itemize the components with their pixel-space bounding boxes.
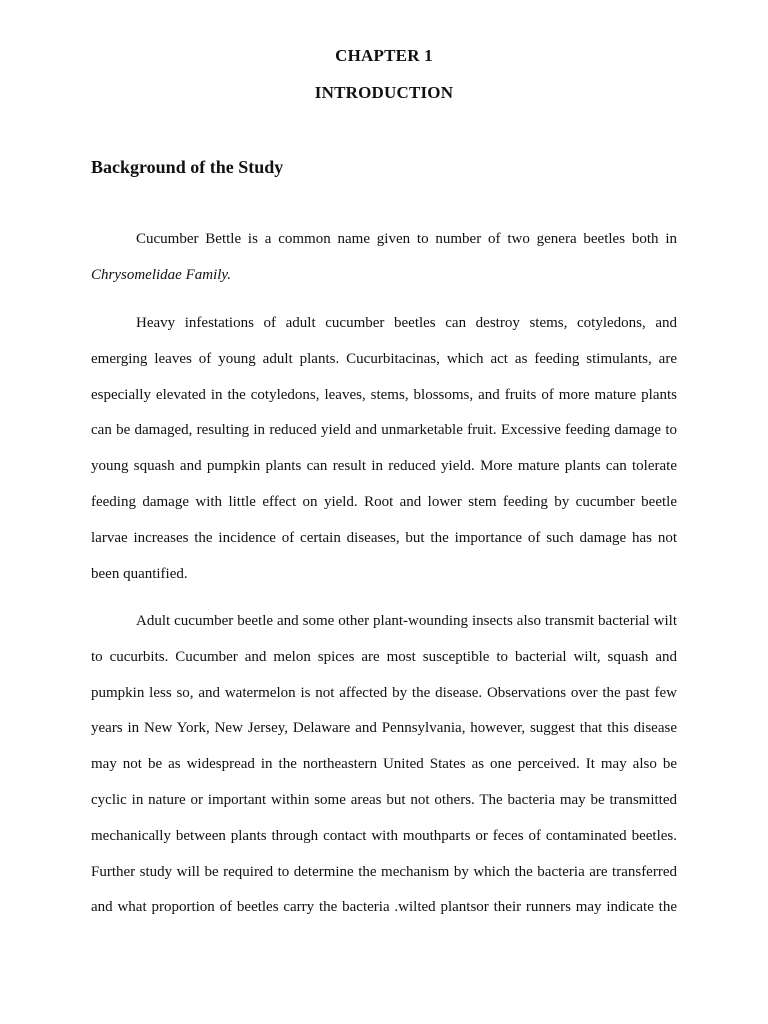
paragraph-line: larvae increases the incidence of certain diseases, but the importance of such damage has not [91,529,677,546]
paragraph-line: young squash and pumpkin plants can result in reduced yield. More mature plants can tolerate [91,458,677,475]
paragraph-line: especially elevated in the cotyledons, leaves, stems, blossoms, and fruits of more mature plants [91,386,677,403]
paragraph-line: emerging leaves of young adult plants. Cucurbitacinas, which act as feeding stimulants, are [91,350,677,367]
chapter-title: INTRODUCTION [314,83,454,102]
paragraph-line: feeding damage with little effect on yield. Root and lower stem feeding by cucumber beetle [91,493,677,510]
paragraph-1 [91,222,677,294]
paragraph-line: to cucurbits. Cucumber and melon spices are most susceptible to bacterial wilt, squash and [91,648,677,665]
paragraph-2 [91,306,677,592]
paragraph-line: and what proportion of beetles carry the bacteria .wilted plantsor their runners may indicate the [91,899,677,916]
paragraph-line: cyclic in nature or important within some areas but not others. The bacteria may be transmitted [91,791,677,808]
paragraph-line: years in New York, New Jersey, Delaware and Pennsylvania, however, suggest that this disease [91,720,677,737]
paragraph-line [91,258,677,294]
paragraph-line: Heavy infestations of adult cucumber beetles can destroy stems, cotyledons, and [136,315,677,331]
paragraph-3 [91,604,677,926]
paragraph-line: Adult cucumber beetle and some other plant-wounding insects also transmit bacterial wilt [136,613,677,629]
italic-family-name: Chrysomelidae Family. [91,266,231,283]
paragraph-line: can be damaged, resulting in reduced yield and unmarketable fruit. Excessive feeding damage to [91,422,677,439]
paragraph-line: pumpkin less so, and watermelon is not affected by the disease. Observations over the past few [91,684,677,701]
chapter-number: CHAPTER 1 [335,46,433,65]
paragraph-line: mechanically between plants through contact with mouthparts or feces of contaminated beetles. [91,827,677,844]
section-title: Background of the Study [91,157,284,177]
paragraph-line: Cucumber Bettle is a common name given to number of two genera beetles both in [136,231,677,247]
paragraph-line: may not be as widespread in the northeastern United States as one perceived. It may also be [91,756,677,773]
paragraph-line: been quantified. [91,565,188,582]
paragraph-line: Further study will be required to determine the mechanism by which the bacteria are transferred [91,863,677,880]
